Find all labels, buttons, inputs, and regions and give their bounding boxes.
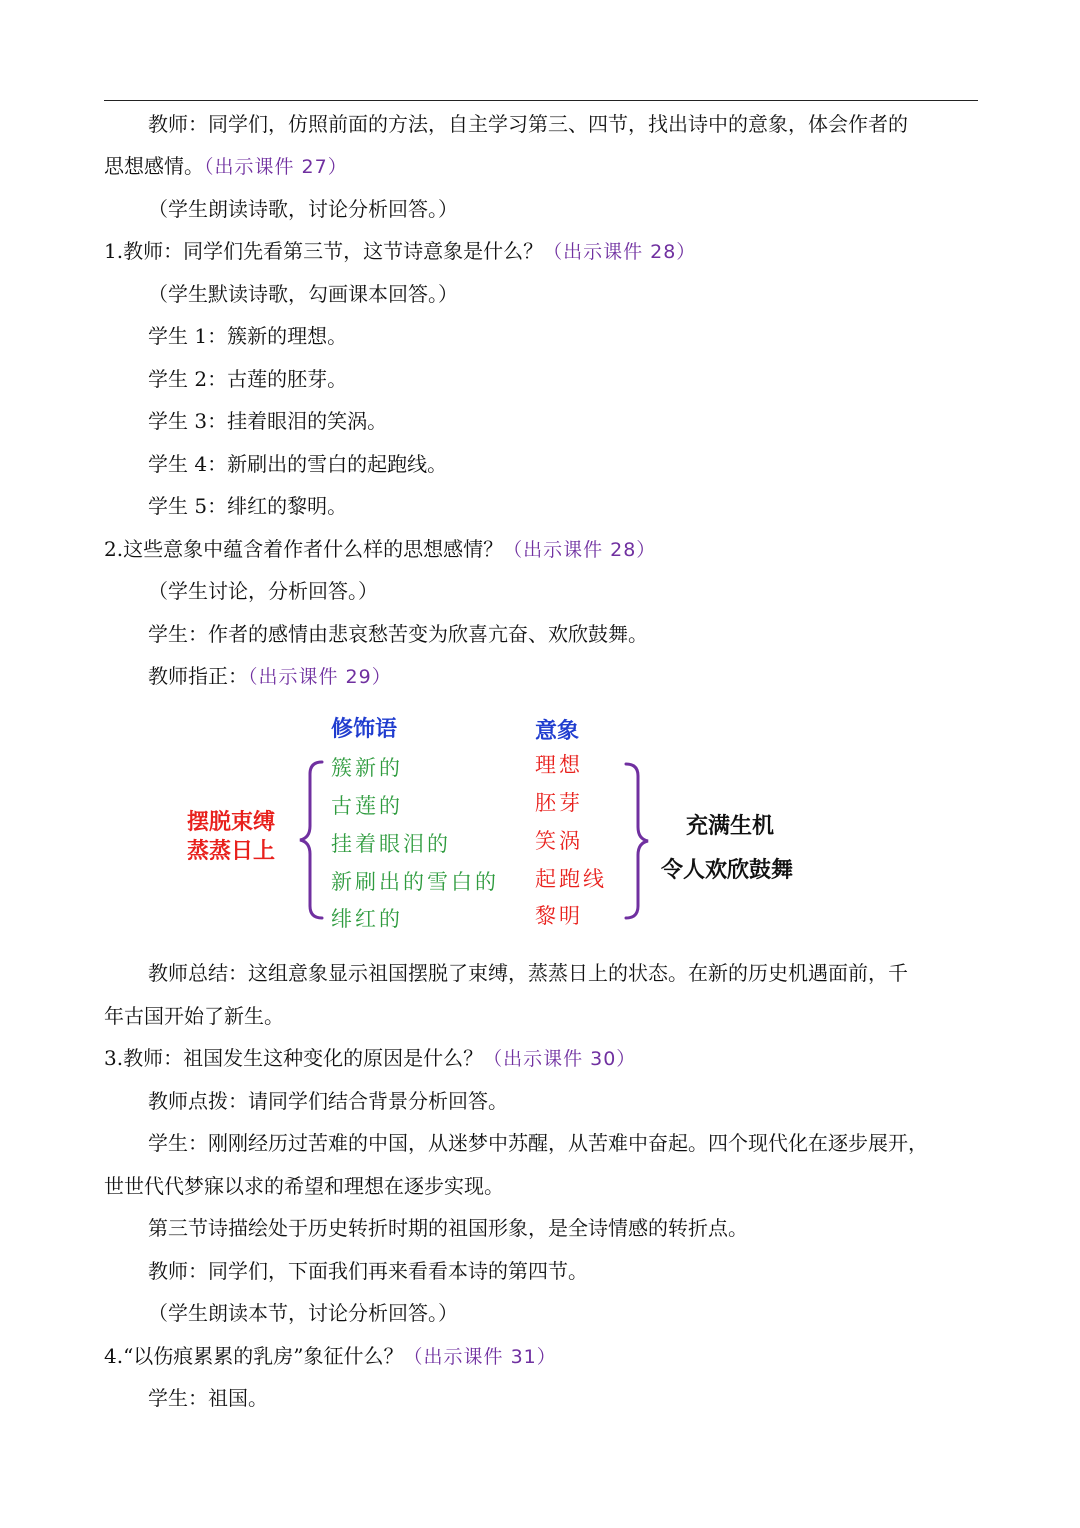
paragraph-line [104,1128,978,1158]
text: 学生 1：簇新的理想。 [148,324,348,348]
imagery-diagram [0,700,1080,940]
left-conclusion-2: 蒸蒸日上 [187,839,276,864]
text: （学生朗读本节，讨论分析回答。） [148,1301,458,1325]
courseware-ref: （出示课件 31） [403,1346,557,1368]
text: 世世代代梦寐以求的希望和理想在逐步实现。 [104,1174,504,1198]
text: 教师点拨：请同学们结合背景分析回答。 [148,1089,508,1113]
text: （学生默读诗歌，勾画课本回答。） [148,282,458,306]
left-conclusion-1: 摆脱束缚 [187,810,276,835]
text: 1.教师：同学们先看第三节，这节诗意象是什么？ [104,239,544,263]
paragraph-line [104,321,978,351]
text: 学生：刚刚经历过苦难的中国，从迷梦中苏醒，从苦难中奋起。四个现代化在逐步展开， [148,1131,928,1155]
courseware-ref: （出示课件 28） [503,539,657,561]
courseware-ref: （出示课件 29） [248,666,392,688]
text: 教师指正： [148,664,248,688]
paragraph-line [104,406,978,436]
modifier-item: 挂着眼泪的 [331,832,451,856]
paragraph-line [104,194,978,224]
image-item: 起跑线 [535,867,607,891]
right-conclusion-2: 令人欢欣鼓舞 [661,858,794,883]
paragraph-line [104,1213,978,1243]
text: 教师：同学们，下面我们再来看看本诗的第四节。 [148,1259,588,1283]
text: 学生：作者的感情由悲哀愁苦变为欣喜亢奋、欢欣鼓舞。 [148,622,648,646]
paragraph-line [104,151,978,182]
paragraph-line [104,279,978,309]
paragraph-line [104,1298,978,1328]
paragraph-line [104,958,978,988]
paragraph-line [104,109,978,139]
text: （学生朗读诗歌，讨论分析回答。） [148,197,458,221]
modifiers-header: 修饰语 [331,717,398,742]
left-conclusion [187,808,275,866]
paragraph-line [104,491,978,521]
paragraph-line [104,1001,978,1031]
text: 学生：祖国。 [148,1386,268,1410]
text: 教师：同学们，仿照前面的方法，自主学习第三、四节，找出诗中的意象，体会作者的 [148,112,908,136]
modifier-item: 绯红的 [331,907,403,931]
image-item: 黎明 [535,904,583,928]
text: 学生 2：古莲的胚芽。 [148,367,348,391]
paragraph-line [104,1043,978,1074]
text: 第三节诗描绘处于历史转折时期的祖国形象，是全诗情感的转折点。 [148,1216,748,1240]
paragraph-line [104,1256,978,1286]
courseware-ref: （出示课件 30） [483,1048,637,1070]
paragraph-line [104,619,978,649]
text: 思想感情。 [104,154,204,178]
header-rule [104,100,978,101]
modifier-item: 新刷出的雪白的 [331,870,499,894]
paragraph-line [104,1341,978,1372]
text: 学生 3：挂着眼泪的笑涡。 [148,409,388,433]
text: （学生讨论，分析回答。） [148,579,378,603]
image-item: 笑涡 [535,829,583,853]
paragraph-line [104,576,978,606]
text: 学生 5：绯红的黎明。 [148,494,348,518]
paragraph-line [104,236,978,267]
text: 教师总结：这组意象显示祖国摆脱了束缚，蒸蒸日上的状态。在新的历史机遇面前，千 [148,961,908,985]
courseware-ref: （出示课件 28） [543,241,697,263]
images-header: 意象 [535,719,580,744]
image-item: 理想 [535,753,583,777]
paragraph-line [104,1383,978,1413]
paragraph-line [104,449,978,479]
right-conclusion-1: 充满生机 [686,814,775,839]
modifier-item: 古莲的 [331,794,403,818]
courseware-ref: （出示课件 27） [204,156,348,178]
text: 2.这些意象中蕴含着作者什么样的思想感情？ [104,537,504,561]
paragraph-line [104,534,978,565]
right-brace-icon [622,762,652,920]
text: 4.“以伤痕累累的乳房”象征什么？ [104,1344,404,1368]
text: 3.教师：祖国发生这种变化的原因是什么？ [104,1046,484,1070]
modifier-item: 簇新的 [331,756,403,780]
text: 学生 4：新刷出的雪白的起跑线。 [148,452,448,476]
paragraph-line [104,1086,978,1116]
paragraph-line [104,364,978,394]
paragraph-line [104,1171,978,1201]
paragraph-line [104,661,978,692]
left-brace-icon [296,760,326,920]
image-item: 胚芽 [535,791,583,815]
text: 年古国开始了新生。 [104,1004,284,1028]
